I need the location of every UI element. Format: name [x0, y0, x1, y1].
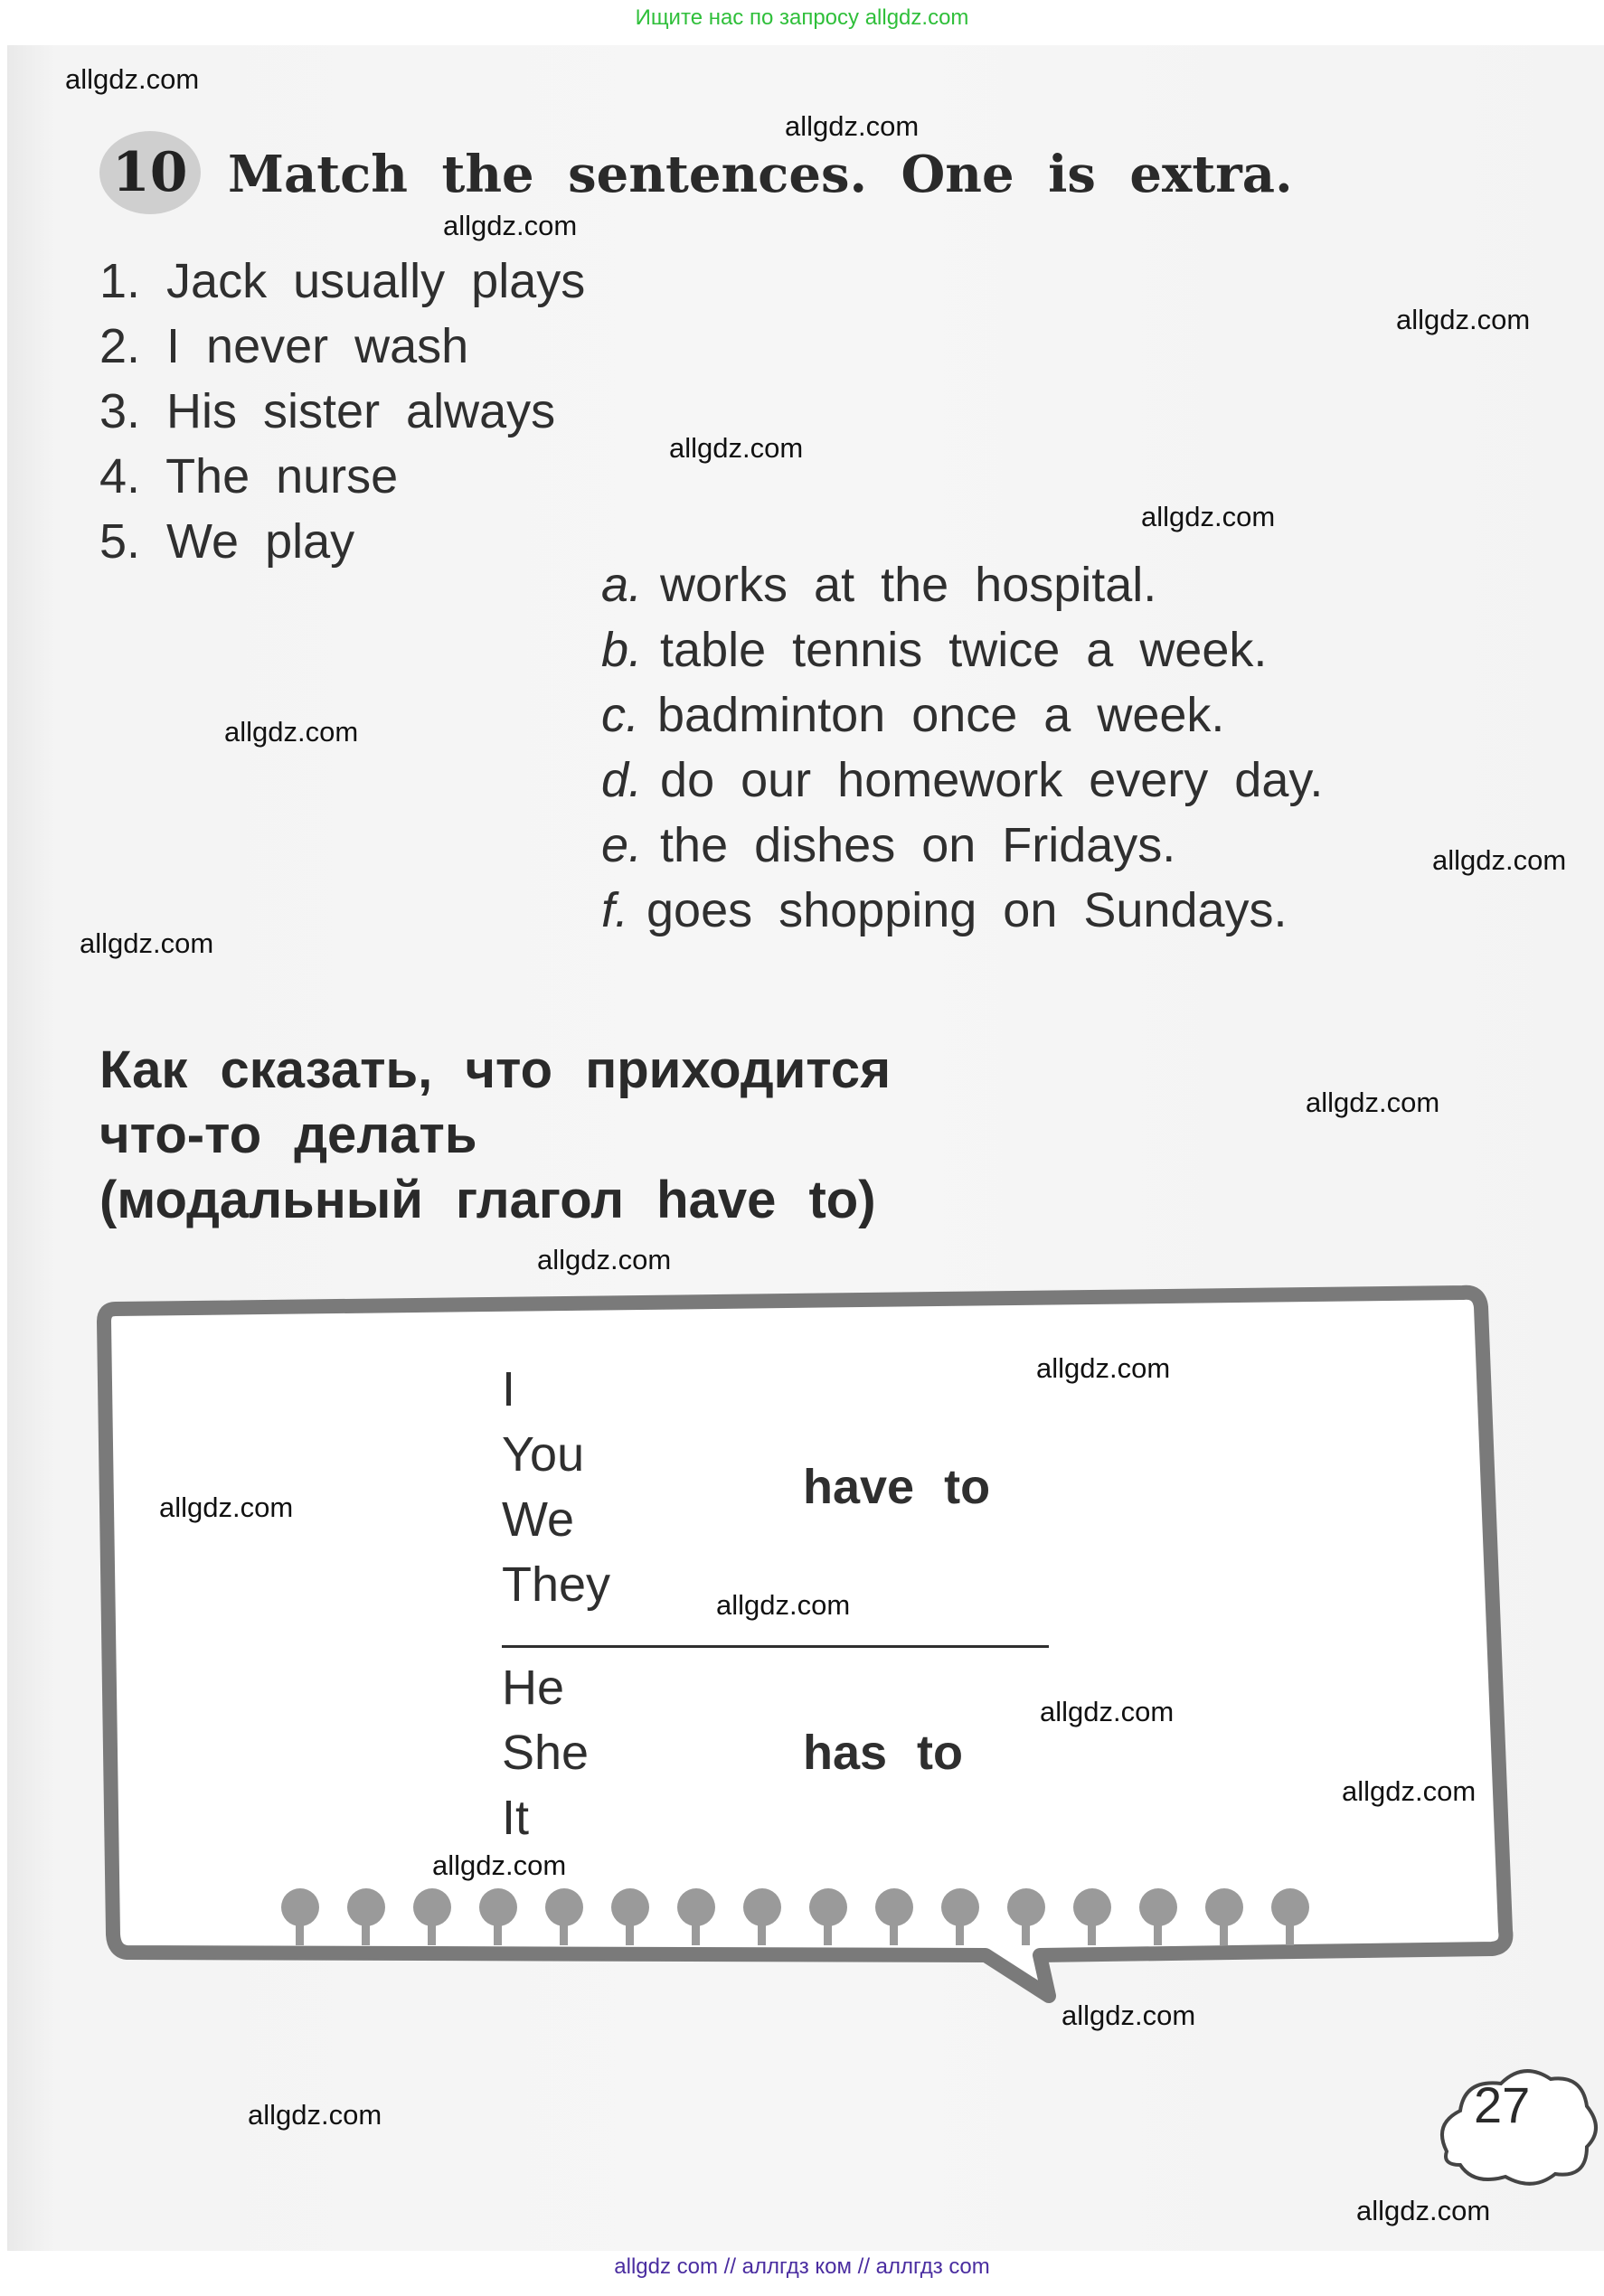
ending-letter: f. — [601, 883, 629, 937]
watermark: allgdz.com — [716, 1589, 851, 1621]
top-banner[interactable]: Ищите нас по запросу allgdz.com — [635, 5, 969, 30]
watermark: allgdz.com — [1356, 2195, 1491, 2226]
watermark: allgdz.com — [443, 210, 578, 241]
watermark: allgdz.com — [1306, 1087, 1440, 1118]
divider-line — [502, 1645, 1049, 1648]
drop-icon — [428, 1907, 436, 1945]
drop-icon — [494, 1907, 502, 1945]
ending-letter: e. — [601, 818, 643, 872]
ending-text: works at the hospital. — [660, 558, 1157, 612]
ending-text: table tennis twice a week. — [660, 623, 1268, 677]
pronoun-she: She — [502, 1726, 590, 1780]
drop-icon — [362, 1907, 370, 1945]
watermark: allgdz.com — [785, 110, 920, 142]
watermark: allgdz.com — [65, 63, 200, 95]
drop-icon — [758, 1907, 766, 1945]
watermark: allgdz.com — [224, 716, 359, 748]
watermark: allgdz.com — [1061, 2000, 1196, 2031]
drop-icon — [890, 1907, 898, 1945]
drop-icon — [824, 1907, 832, 1945]
grammar-heading-line-3: (модальный глагол have to) — [99, 1171, 876, 1229]
exercise-title: Match the sentences. One is extra. — [228, 145, 1293, 204]
ending-text: do our homework every day. — [660, 753, 1324, 807]
sentence-3: 3. His sister always — [99, 384, 556, 438]
watermark: allgdz.com — [537, 1244, 672, 1275]
watermark: allgdz.com — [1141, 501, 1276, 532]
drop-icon — [1022, 1907, 1030, 1945]
pronoun-we: We — [502, 1492, 575, 1547]
watermark: allgdz.com — [159, 1491, 294, 1523]
drop-icon — [296, 1907, 304, 1945]
pronoun-i: I — [502, 1362, 516, 1416]
grammar-heading-line-2: что-то делать — [99, 1106, 477, 1164]
ending-letter: d. — [601, 753, 643, 807]
page-number: 27 — [1474, 2076, 1531, 2133]
drop-icon — [1286, 1907, 1294, 1945]
sentence-2: 2. I never wash — [99, 319, 469, 373]
watermark: allgdz.com — [1040, 1696, 1175, 1727]
ending-letter: b. — [601, 623, 643, 677]
ending-text: goes shopping on Sundays. — [646, 883, 1288, 937]
bottom-banner[interactable]: allgdz com // аллгдз ком // аллгдз com — [614, 2254, 990, 2279]
watermark: allgdz.com — [432, 1849, 567, 1881]
exercise-number: 10 — [112, 141, 188, 204]
drop-icon — [692, 1907, 700, 1945]
watermark: allgdz.com — [1342, 1775, 1477, 1807]
drop-icon — [560, 1907, 568, 1945]
ending-text: badminton once a week. — [657, 688, 1225, 742]
drop-icon — [626, 1907, 634, 1945]
sentence-4: 4. The nurse — [99, 449, 399, 503]
drop-icon — [956, 1907, 964, 1945]
has-to-form: has to — [803, 1726, 964, 1780]
watermark: allgdz.com — [248, 2099, 382, 2131]
sentence-5: 5. We play — [99, 514, 355, 569]
watermark: allgdz.com — [1396, 304, 1531, 335]
ending-text: the dishes on Fridays. — [660, 818, 1176, 872]
watermark: allgdz.com — [1432, 844, 1567, 876]
drop-icon — [1154, 1907, 1162, 1945]
pronoun-they: They — [502, 1557, 611, 1612]
have-to-form: have to — [803, 1460, 991, 1514]
drop-icon — [1088, 1907, 1096, 1945]
ending-letter: a. — [601, 558, 643, 612]
pronoun-he: He — [502, 1661, 565, 1715]
watermark: allgdz.com — [669, 432, 804, 464]
watermark: allgdz.com — [1036, 1352, 1171, 1384]
sentence-1: 1. Jack usually plays — [99, 254, 586, 308]
ending-letter: c. — [601, 688, 640, 742]
drop-icon — [1220, 1907, 1228, 1945]
grammar-heading-line-1: Как сказать, что приходится — [99, 1040, 892, 1099]
pronoun-you: You — [502, 1427, 585, 1482]
watermark: allgdz.com — [80, 927, 214, 959]
pronoun-it: It — [502, 1791, 530, 1845]
